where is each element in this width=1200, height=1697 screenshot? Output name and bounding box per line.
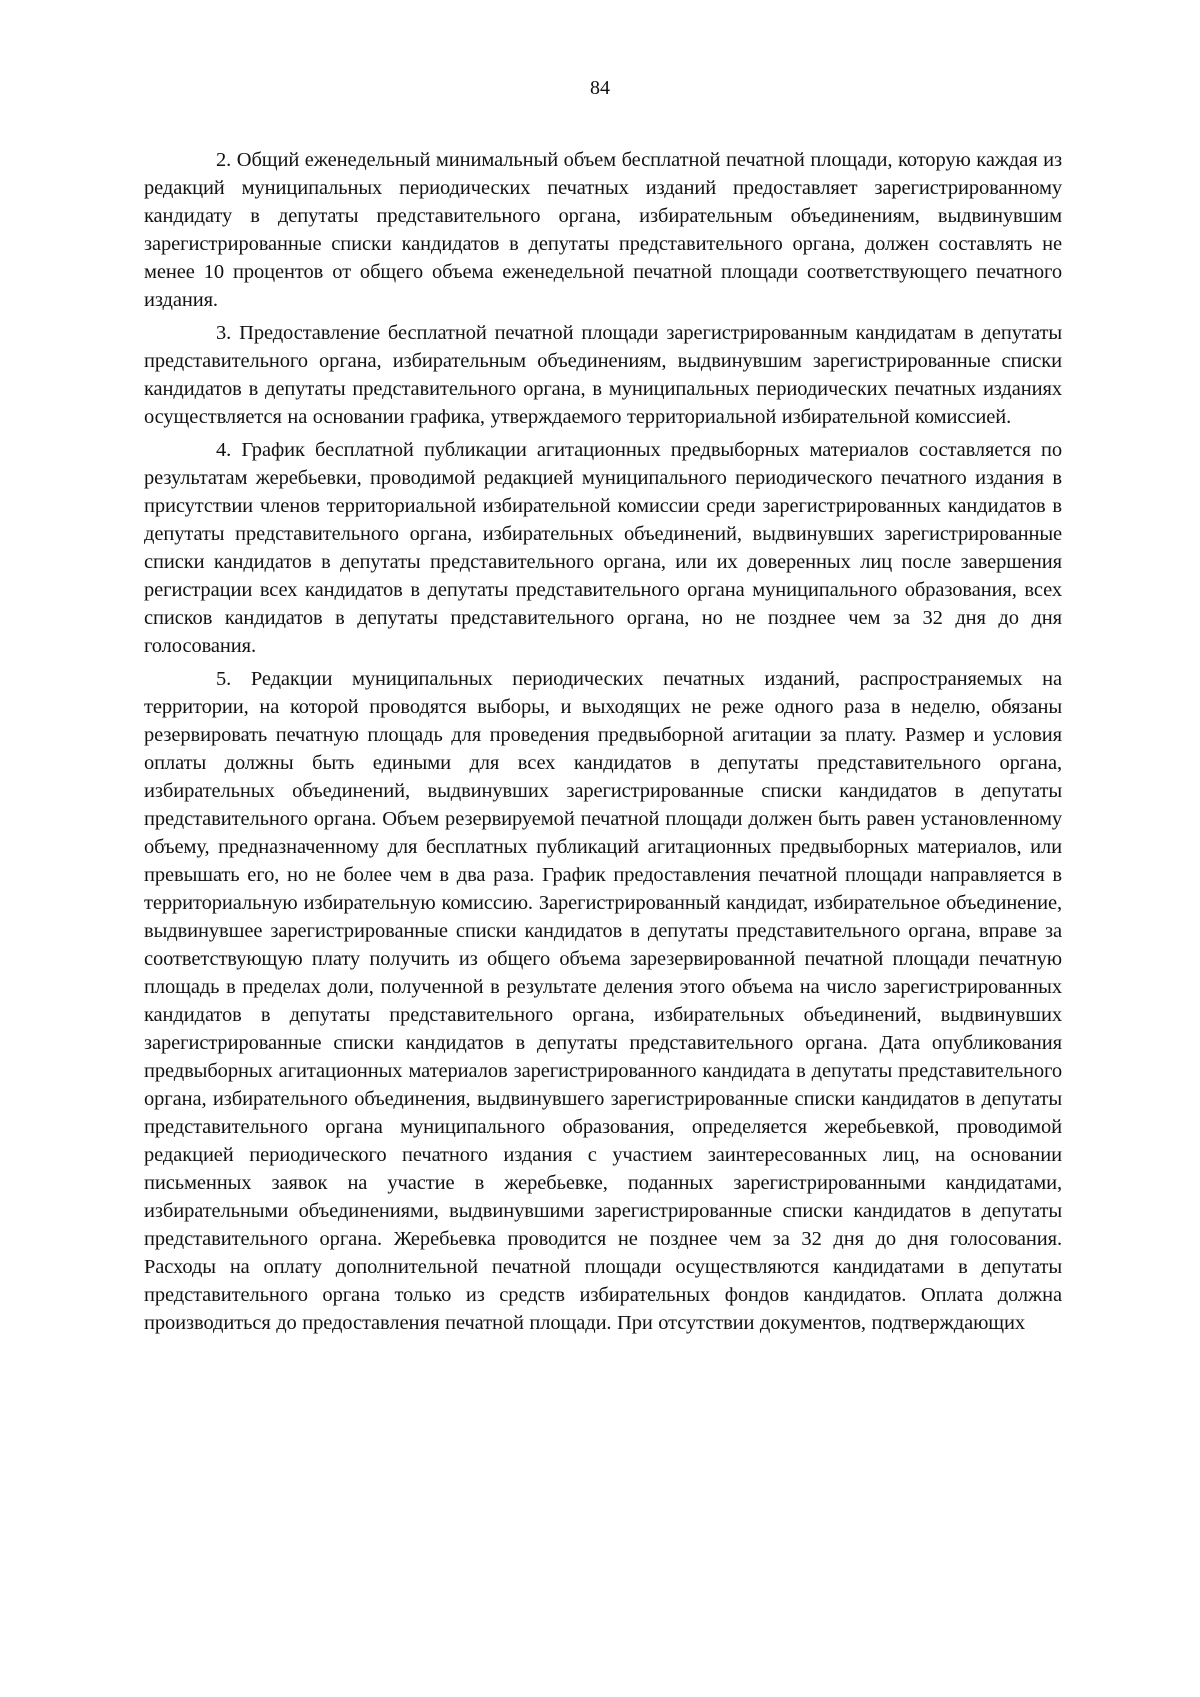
paragraph-2: 2. Общий еженедельный минимальный объем бесплатной печатной площади, которую каждая из редакций муниципальных периодических печатных изданий предоставляет зарегистрированному кандидату в депутаты представительного органа, избирательным объединениям, выдвинувшим зарегистрированные списки кандидатов в депутаты представительного органа, должен составлять не менее 10 процентов от общего объема еженедельной печатной площади соответствующего печатного издания. xyxy=(144,149,1062,311)
paragraph-3: 3. Предоставление бесплатной печатной площади зарегистрированным кандидатам в депутаты представительного органа, избирательным объединениям, выдвинувшим зарегистрированные списки кандидатов в депутаты представительного органа, в муниципальных периодических печатных изданиях осуществляется на основании графика, утверждаемого территориальной избирательной комиссией. xyxy=(144,322,1062,428)
document-body xyxy=(144,146,1062,1342)
page-number: 84 xyxy=(590,77,610,99)
paragraph-4: 4. График бесплатной публикации агитационных предвыборных материалов составляется по результатам жеребьевки, проводимой редакцией муниципального периодического печатного издания в присутствии членов территориальной избирательной комиссии среди зарегистрированных кандидатов в депутаты представительного органа, избирательных объединений, выдвинувших зарегистрированные списки кандидатов в депутаты представительного органа, или их доверенных лиц после завершения регистрации всех кандидатов в депутаты представительного органа муниципального образования, всех списков кандидатов в депутаты представительного органа, но не позднее чем за 32 дня до дня голосования. xyxy=(144,439,1062,657)
paragraph-5: 5. Редакции муниципальных периодических печатных изданий, распространяемых на территории, на которой проводятся выборы, и выходящих не реже одного раза в неделю, обязаны резервировать печатную площадь для проведения предвыборной агитации за плату. Размер и условия оплаты должны быть едиными для всех кандидатов в депутаты представительного органа, избирательных объединений, выдвинувших зарегистрированные списки кандидатов в депутаты представительного органа. Объем резервируемой печатной площади должен быть равен установленному объему, предназначенному для бесплатных публикаций агитационных предвыборных материалов, или превышать его, но не более чем в два раза. График предоставления печатной площади направляется в территориальную избирательную комиссию. Зарегистрированный кандидат, избирательное объединение, выдвинувшее зарегистрированные списки кандидатов в депутаты представительного органа, вправе за соответствующую плату получить из общего объема зарезервированной печатной площади печатную площадь в пределах доли, полученной в результате деления этого объема на число зарегистрированных кандидатов в депутаты представительного органа, избирательных объединений, выдвинувших зарегистрированные списки кандидатов в депутаты представительного органа. Дата опубликования предвыборных агитационных материалов зарегистрированного кандидата в депутаты представительного органа, избирательного объединения, выдвинувшего зарегистрированные списки кандидатов в депутаты представительного органа муниципального образования, определяется жеребьевкой, проводимой редакцией периодического печатного издания с участием заинтересованных лиц, на основании письменных заявок на участие в жеребьевке, поданных зарегистрированными кандидатами, избирательными объединениями, выдвинувшими зарегистрированные списки кандидатов в депутаты представительного органа. Жеребьевка проводится не позднее чем за 32 дня до дня голосования. Расходы на оплату дополнительной печатной площади осуществляются кандидатами в депутаты представительного органа только из средств избирательных фондов кандидатов. Оплата должна производиться до предоставления печатной площади. При отсутствии документов, подтверждающих xyxy=(144,668,1062,1334)
